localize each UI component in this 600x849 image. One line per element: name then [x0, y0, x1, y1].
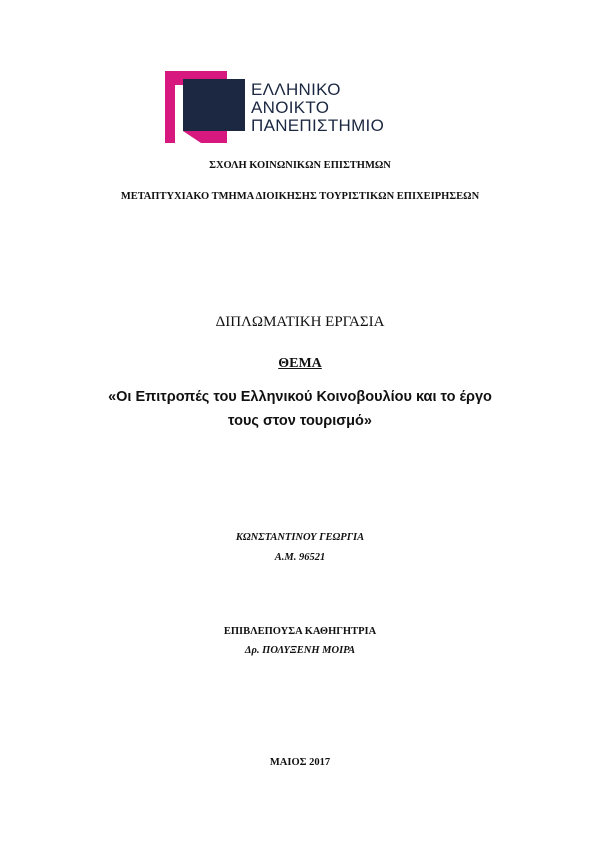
logo-line-3: ΠΑΝΕΠΙΣΤΗΜΙΟ: [251, 116, 385, 135]
logo-line-1: ΕΛΛΗΝΙΚΟ: [251, 80, 341, 99]
logo-line-2: ΑΝΟΙΚΤΟ: [251, 98, 330, 117]
thesis-title-line-2: τους στον τουρισμό»: [228, 413, 372, 429]
logo-wordmark: [251, 81, 384, 135]
logo-emblem-icon: [165, 71, 245, 143]
supervisor-name: Δρ. ΠΟΛΥΞΕΝΗ ΜΟΙΡΑ: [244, 645, 356, 656]
school-name: ΣΧΟΛΗ ΚΟΙΝΩΝΙΚΩΝ ΕΠΙΣΤΗΜΩΝ: [209, 160, 391, 171]
supervisor-label: ΕΠΙΒΛΕΠΟΥΣΑ ΚΑΘΗΓΗΤΡΙΑ: [223, 626, 377, 637]
department-name: ΜΕΤΑΠΤΥΧΙΑΚΟ ΤΜΗΜΑ ΔΙΟΙΚΗΣΗΣ ΤΟΥΡΙΣΤΙΚΩΝ ΕΠΙΧΕΙΡΗΣΕΩΝ: [120, 191, 480, 202]
student-id: Α.Μ. 96521: [274, 552, 326, 563]
theme-label: ΘΕΜΑ: [278, 356, 322, 371]
author-name: ΚΩΝΣΤΑΝΤΙΝΟΥ ΓΕΩΡΓΙΑ: [235, 532, 365, 543]
submission-date: ΜΑΙΟΣ 2017: [269, 757, 331, 768]
thesis-title: [70, 385, 530, 433]
thesis-title-line-1: «Οι Επιτροπές του Ελληνικού Κοινοβουλίου και το έργο: [108, 389, 492, 405]
university-logo: [165, 71, 405, 143]
thesis-type: ΔΙΠΛΩΜΑΤΙΚΗ ΕΡΓΑΣΙΑ: [215, 314, 385, 330]
